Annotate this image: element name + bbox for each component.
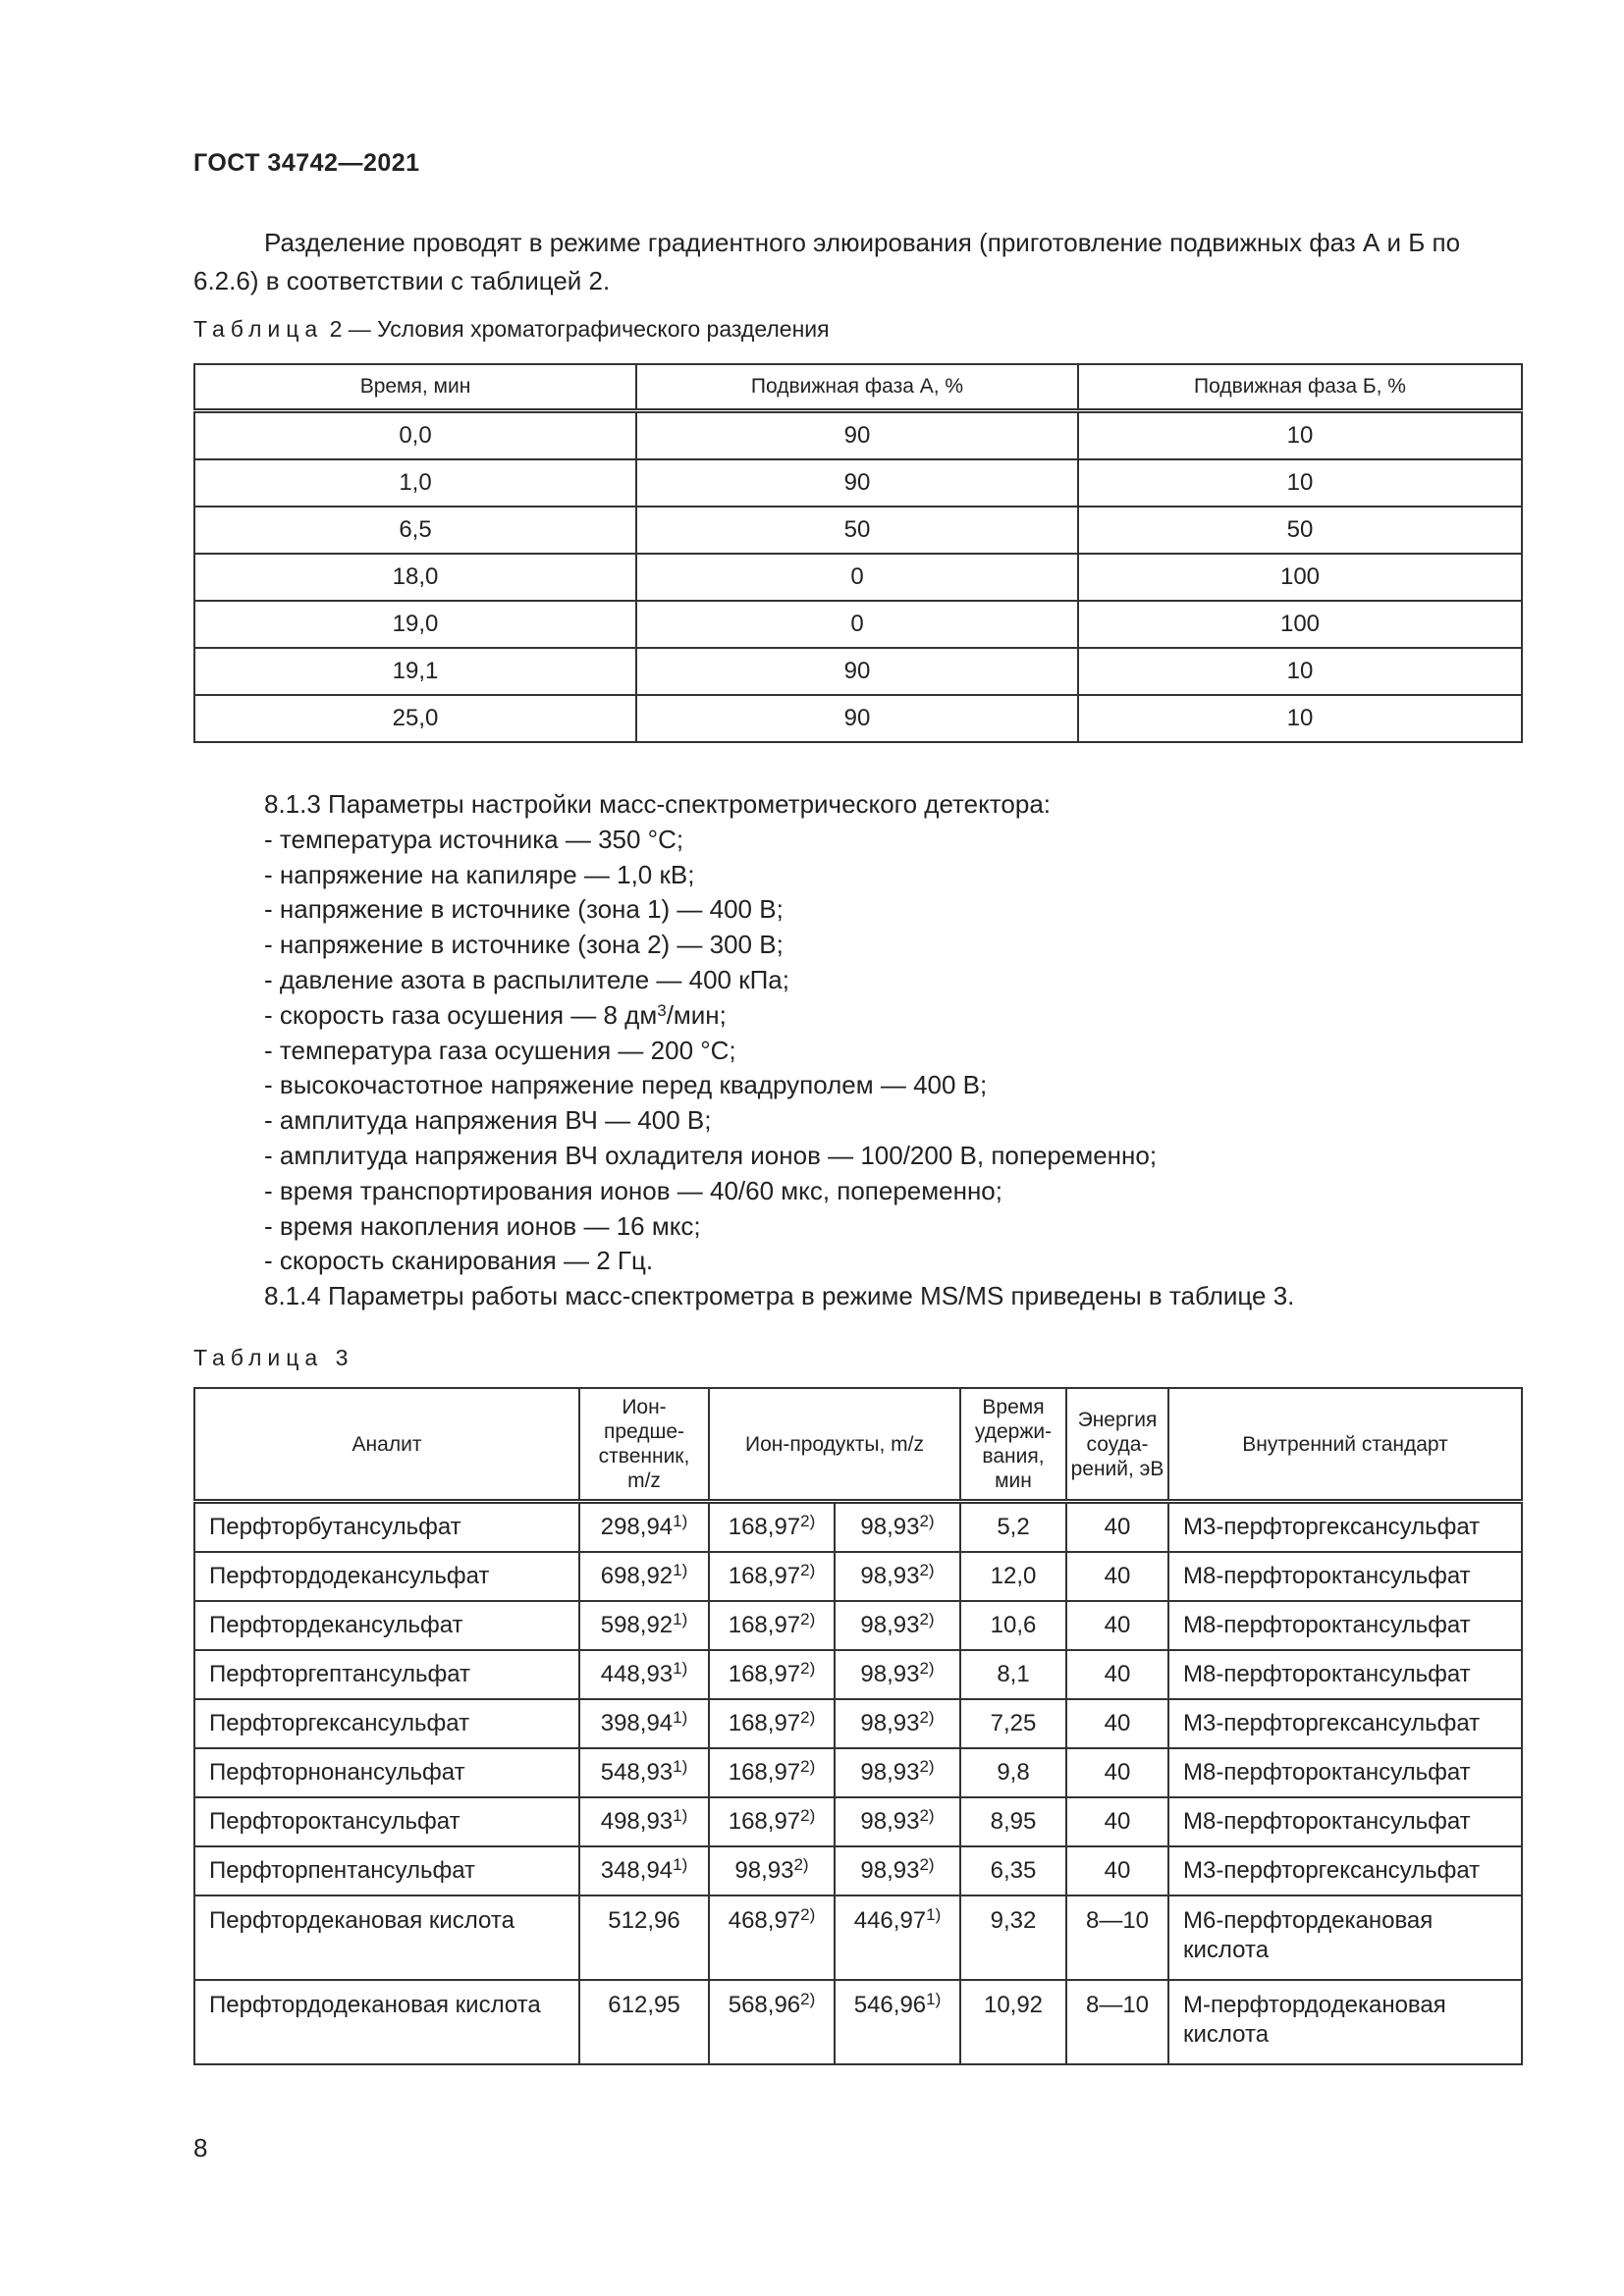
list-item: - температура источника — 350 °С;: [264, 824, 684, 854]
list-item: - амплитуда напряжения ВЧ — 400 В;: [264, 1105, 712, 1136]
table2-cell: 10: [1078, 695, 1522, 742]
ion-value: 98,93: [860, 1612, 920, 1638]
footnote-mark: 2): [800, 1990, 816, 2008]
product-ion-cell: [835, 1797, 960, 1846]
footnote-mark: 2): [919, 1708, 935, 1727]
energy-cell: 40: [1066, 1601, 1168, 1650]
product-ion-cell: [835, 1650, 960, 1699]
energy-cell: 40: [1066, 1699, 1168, 1748]
table2-cell: 0,0: [194, 411, 636, 460]
table2-cell: 50: [636, 507, 1078, 554]
table2-header-cell: Время, мин: [194, 364, 636, 411]
page-number: 8: [193, 2133, 208, 2163]
precursor-cell: [579, 1896, 709, 1980]
retention-cell: 10,92: [960, 1980, 1066, 2064]
table-row: [194, 1846, 1522, 1896]
standard-cell: М6-перфтордекановая кислота: [1168, 1896, 1522, 1980]
superscript: 3: [657, 1000, 667, 1020]
list-item: - скорость сканирования — 2 Гц.: [264, 1246, 654, 1276]
product-ion-cell: [709, 1980, 835, 2064]
section-8-1-3: [193, 787, 1521, 1314]
header-retention: Время удержи-вания, мин: [960, 1388, 1066, 1502]
product-ion-cell: [709, 1650, 835, 1699]
footnote-mark: 2): [800, 1561, 816, 1579]
footnote-mark: 2): [800, 1806, 816, 1825]
table2-body: [194, 411, 1522, 743]
table2-cell: 90: [636, 459, 1078, 507]
analyte-cell: Перфтороктансульфат: [194, 1797, 579, 1846]
ion-value: 98,93: [860, 1759, 920, 1786]
standard-cell: М-перфтордодекановая кислота: [1168, 1980, 1522, 2064]
ion-value: 168,97: [728, 1563, 801, 1589]
precursor-cell: [579, 1650, 709, 1699]
retention-cell: 8,95: [960, 1797, 1066, 1846]
product-ion-cell: [709, 1896, 835, 1980]
list-item: - давление азота в распылителе — 400 кПа;: [264, 964, 789, 994]
list-item: - напряжение в источнике (зона 1) — 400 В;: [264, 894, 784, 925]
table2-row: [194, 507, 1522, 554]
ion-value: 448,93: [600, 1661, 674, 1687]
product-ion-cell: [835, 1552, 960, 1601]
ion-value: 168,97: [728, 1661, 801, 1687]
ion-value: 612,95: [608, 1992, 680, 2018]
product-ion-cell: [709, 1601, 835, 1650]
product-ion-cell: [709, 1552, 835, 1601]
footnote-mark: 1): [673, 1659, 688, 1678]
section-8-1-4: 8.1.4 Параметры работы масс-спектрометра в режиме MS/MS приведены в таблице 3.: [264, 1281, 1295, 1311]
ion-value: 98,93: [734, 1857, 794, 1884]
precursor-cell: [579, 1797, 709, 1846]
analyte-cell: Перфторгексансульфат: [194, 1699, 579, 1748]
energy-cell: 40: [1066, 1846, 1168, 1896]
energy-cell: 40: [1066, 1748, 1168, 1797]
product-ion-cell: [835, 1699, 960, 1748]
ion-value: 98,93: [860, 1710, 920, 1736]
retention-cell: 9,32: [960, 1896, 1066, 1980]
precursor-cell: [579, 1748, 709, 1797]
retention-cell: 7,25: [960, 1699, 1066, 1748]
retention-cell: 12,0: [960, 1552, 1066, 1601]
footnote-mark: 1): [673, 1855, 688, 1874]
energy-cell: 40: [1066, 1502, 1168, 1553]
footnote-mark: 2): [919, 1757, 935, 1776]
energy-cell: 40: [1066, 1552, 1168, 1601]
table2-cell: 0: [636, 601, 1078, 648]
list-item: - температура газа осушения — 200 °С;: [264, 1035, 736, 1065]
list-item: - напряжение на капиляре — 1,0 кВ;: [264, 859, 695, 889]
footnote-mark: 2): [800, 1512, 816, 1530]
standard-cell: М3-перфторгексансульфат: [1168, 1846, 1522, 1896]
table2-cell: 0: [636, 554, 1078, 601]
ion-value: 168,97: [728, 1759, 801, 1786]
list-item: - высокочастотное напряжение перед квадруполем — 400 В;: [264, 1070, 988, 1100]
header-standard: Внутренний стандарт: [1168, 1388, 1522, 1502]
table-row: [194, 1896, 1522, 1980]
table2: [193, 363, 1523, 743]
ion-value: 348,94: [600, 1857, 674, 1884]
footnote-mark: 2): [800, 1905, 816, 1924]
retention-cell: 8,1: [960, 1650, 1066, 1699]
analyte-cell: Перфторпентансульфат: [194, 1846, 579, 1896]
energy-cell: 8—10: [1066, 1896, 1168, 1980]
product-ion-cell: [835, 1502, 960, 1553]
table2-caption-text: 2 — Условия хроматографического разделения: [323, 316, 830, 342]
list-item: - амплитуда напряжения ВЧ охладителя ионов — 100/200 В, попеременно;: [264, 1140, 1158, 1170]
table2-row: [194, 554, 1522, 601]
table2-cell: 19,1: [194, 648, 636, 695]
footnote-mark: 2): [800, 1659, 816, 1678]
table3: [193, 1387, 1523, 2065]
table2-header-cell: Подвижная фаза Б, %: [1078, 364, 1522, 411]
table2-caption: [193, 316, 830, 343]
product-ion-cell: [709, 1846, 835, 1896]
list-item: - время транспортирования ионов — 40/60 мкс, попеременно;: [264, 1175, 1002, 1205]
ion-value: 298,94: [600, 1514, 674, 1540]
ion-value: 98,93: [860, 1514, 920, 1540]
product-ion-cell: [835, 1748, 960, 1797]
table2-row: [194, 459, 1522, 507]
product-ion-cell: [835, 1846, 960, 1896]
footnote-mark: 2): [919, 1855, 935, 1874]
product-ion-cell: [709, 1502, 835, 1553]
table2-caption-label: Таблица: [193, 316, 324, 342]
table-row: [194, 1980, 1522, 2064]
standard-cell: М8-перфтороктансульфат: [1168, 1797, 1522, 1846]
ion-value: 98,93: [860, 1857, 920, 1884]
table-row: [194, 1502, 1522, 1553]
table2-row: [194, 648, 1522, 695]
ion-value: 698,92: [600, 1563, 674, 1589]
ion-value: 98,93: [860, 1661, 920, 1687]
ion-value: 548,93: [600, 1759, 674, 1786]
analyte-cell: Перфтордодекановая кислота: [194, 1980, 579, 2064]
header-energy: Энергия соуда-рений, эВ: [1066, 1388, 1168, 1502]
list-item-text: - скорость газа осушения — 8 дм: [264, 999, 658, 1030]
footnote-mark: 2): [919, 1659, 935, 1678]
standard-cell: М8-перфтороктансульфат: [1168, 1748, 1522, 1797]
precursor-cell: [579, 1502, 709, 1553]
header-analyte: Аналит: [194, 1388, 579, 1502]
ion-value: 468,97: [728, 1907, 801, 1934]
table2-header-cell: Подвижная фаза А, %: [636, 364, 1078, 411]
ion-value: 446,97: [853, 1907, 927, 1934]
product-ion-cell: [835, 1980, 960, 2064]
retention-cell: 5,2: [960, 1502, 1066, 1553]
table2-row: [194, 695, 1522, 742]
ion-value: 98,93: [860, 1563, 920, 1589]
table2-cell: 18,0: [194, 554, 636, 601]
footnote-mark: 2): [919, 1512, 935, 1530]
footnote-mark: 2): [800, 1757, 816, 1776]
table2-row: [194, 411, 1522, 460]
table-row: [194, 1650, 1522, 1699]
footnote-mark: 1): [673, 1610, 688, 1629]
table2-cell: 100: [1078, 601, 1522, 648]
intro-paragraph: Разделение проводят в режиме градиентного элюирования (приготовление подвижных фаз А и Б по 6.2.6) в соответствии с таблицей 2.: [193, 228, 1461, 295]
footnote-mark: 2): [919, 1610, 935, 1629]
product-ion-cell: [835, 1896, 960, 1980]
header-precursor: Ион-предше-ственник, m/z: [579, 1388, 709, 1502]
analyte-cell: Перфтордекановая кислота: [194, 1896, 579, 1980]
ion-value: 568,96: [728, 1992, 801, 2018]
precursor-cell: [579, 1846, 709, 1896]
energy-cell: 8—10: [1066, 1980, 1168, 2064]
footnote-mark: 1): [673, 1806, 688, 1825]
footnote-mark: 1): [673, 1757, 688, 1776]
standard-cell: М8-перфтороктансульфат: [1168, 1650, 1522, 1699]
footnote-mark: 1): [673, 1708, 688, 1727]
table2-cell: 6,5: [194, 507, 636, 554]
table-row: [194, 1797, 1522, 1846]
table-row: [194, 1601, 1522, 1650]
standard-cell: М8-перфтороктансульфат: [1168, 1552, 1522, 1601]
ion-value: 398,94: [600, 1710, 674, 1736]
ion-value: 168,97: [728, 1808, 801, 1835]
footnote-mark: 2): [919, 1561, 935, 1579]
table2-cell: 90: [636, 695, 1078, 742]
footnote-mark: 2): [919, 1806, 935, 1825]
analyte-cell: Перфторгептансульфат: [194, 1650, 579, 1699]
footnote-mark: 2): [800, 1610, 816, 1629]
ion-value: 512,96: [608, 1907, 680, 1934]
document-code: ГОСТ 34742—2021: [193, 149, 420, 177]
product-ion-cell: [709, 1748, 835, 1797]
footnote-mark: 1): [926, 1990, 942, 2008]
ion-value: 498,93: [600, 1808, 674, 1835]
retention-cell: 6,35: [960, 1846, 1066, 1896]
analyte-cell: Перфтордодекансульфат: [194, 1552, 579, 1601]
table-row: [194, 1552, 1522, 1601]
energy-cell: 40: [1066, 1797, 1168, 1846]
table2-cell: 100: [1078, 554, 1522, 601]
precursor-cell: [579, 1601, 709, 1650]
table2-row: [194, 601, 1522, 648]
table-row: [194, 1748, 1522, 1797]
precursor-cell: [579, 1552, 709, 1601]
footnote-mark: 1): [673, 1561, 688, 1579]
analyte-cell: Перфторбутансульфат: [194, 1502, 579, 1553]
table2-cell: 10: [1078, 648, 1522, 695]
ion-value: 168,97: [728, 1612, 801, 1638]
retention-cell: 9,8: [960, 1748, 1066, 1797]
product-ion-cell: [835, 1601, 960, 1650]
ion-value: 98,93: [860, 1808, 920, 1835]
list-item: - напряжение в источнике (зона 2) — 300 В;: [264, 930, 784, 960]
energy-cell: 40: [1066, 1650, 1168, 1699]
ion-value: 168,97: [728, 1710, 801, 1736]
section-8-1-3-title: 8.1.3 Параметры настройки масс-спектрометрического детектора:: [264, 789, 1052, 819]
footnote-mark: 2): [800, 1708, 816, 1727]
analyte-cell: Перфторнонансульфат: [194, 1748, 579, 1797]
ion-value: 546,96: [853, 1992, 927, 2018]
table2-cell: 19,0: [194, 601, 636, 648]
footnote-mark: 2): [793, 1855, 809, 1874]
standard-cell: М3-перфторгексансульфат: [1168, 1699, 1522, 1748]
table2-cell: 50: [1078, 507, 1522, 554]
standard-cell: М3-перфторгексансульфат: [1168, 1502, 1522, 1553]
table2-cell: 10: [1078, 411, 1522, 460]
table2-cell: 1,0: [194, 459, 636, 507]
table3-header-row: [194, 1388, 1522, 1502]
table2-cell: 10: [1078, 459, 1522, 507]
table3-body: [194, 1502, 1522, 2065]
list-item-text: /мин;: [666, 999, 727, 1030]
table2-cell: 90: [636, 411, 1078, 460]
footnote-mark: 1): [926, 1905, 942, 1924]
precursor-cell: [579, 1980, 709, 2064]
ion-value: 168,97: [728, 1514, 801, 1540]
table2-header-row: [194, 364, 1522, 411]
product-ion-cell: [709, 1797, 835, 1846]
ion-value: 598,92: [600, 1612, 674, 1638]
product-ion-cell: [709, 1699, 835, 1748]
list-item: [193, 998, 1521, 1034]
header-products: Ион-продукты, m/z: [709, 1388, 960, 1502]
retention-cell: 10,6: [960, 1601, 1066, 1650]
standard-cell: М8-перфтороктансульфат: [1168, 1601, 1522, 1650]
list-item: - время накопления ионов — 16 мкс;: [264, 1210, 701, 1241]
footnote-mark: 1): [673, 1512, 688, 1530]
analyte-cell: Перфтордекансульфат: [194, 1601, 579, 1650]
table3-caption: Таблица 3: [193, 1345, 354, 1370]
table2-cell: 90: [636, 648, 1078, 695]
table2-cell: 25,0: [194, 695, 636, 742]
table-row: [194, 1699, 1522, 1748]
precursor-cell: [579, 1699, 709, 1748]
